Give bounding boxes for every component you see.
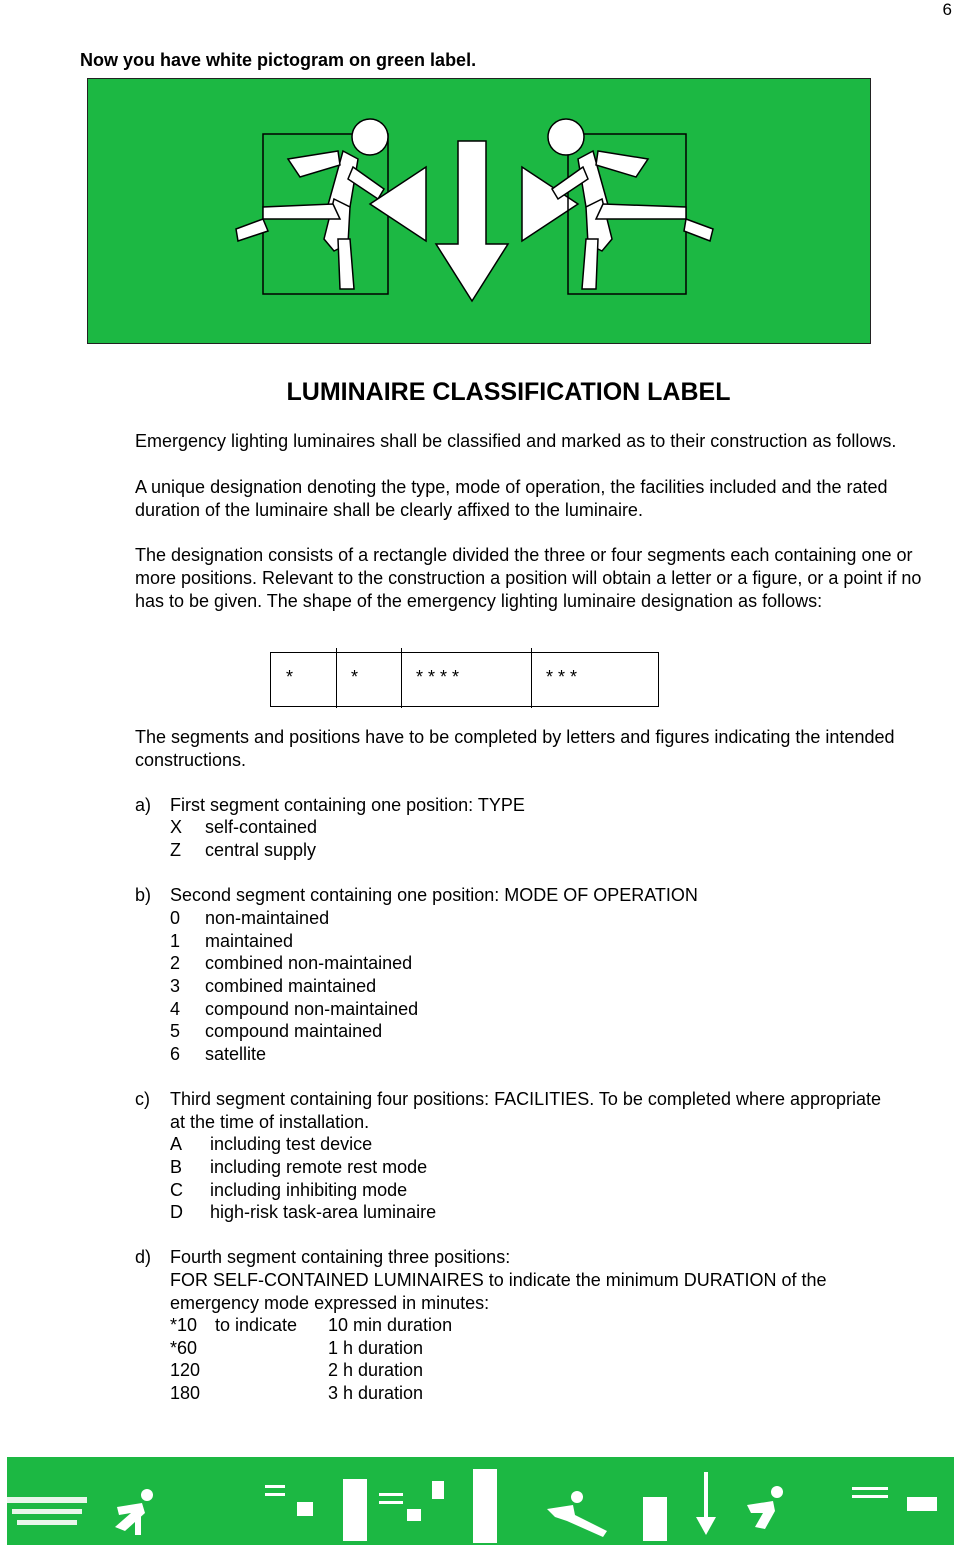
item-text: compound maintained bbox=[205, 1021, 383, 1041]
item-code: 5 bbox=[170, 1021, 181, 1041]
footer-banner bbox=[7, 1457, 954, 1545]
section-subheading-continued: emergency mode expressed in minutes: bbox=[170, 1293, 490, 1313]
exit-sign-label bbox=[87, 78, 871, 344]
item-text: high-risk task-area luminaire bbox=[210, 1202, 437, 1222]
item-text: central supply bbox=[205, 840, 317, 860]
item-code: 3 bbox=[170, 976, 181, 996]
item-text: compound non-maintained bbox=[205, 999, 419, 1019]
item-text: including test device bbox=[210, 1134, 373, 1154]
item-text: 3 h duration bbox=[328, 1383, 424, 1403]
item-text: non-maintained bbox=[205, 908, 330, 928]
item-code: 2 bbox=[170, 953, 181, 973]
item-code: *60 bbox=[170, 1338, 198, 1358]
section-marker: c) bbox=[135, 1089, 150, 1109]
item-code: 4 bbox=[170, 999, 181, 1019]
building-icon bbox=[852, 1487, 937, 1511]
ship-icon bbox=[7, 1497, 87, 1525]
building-icon bbox=[643, 1497, 667, 1541]
item-code: C bbox=[170, 1180, 183, 1200]
paragraph-designation: A unique designation denoting the type, mode of operation, the facilities included and the rated duration of the luminaire shall be clearly affixed to the luminaire. bbox=[135, 477, 888, 520]
paragraph-shape: The designation consists of a rectangle divided the three or four segments each containing one or more positions. Relevant to the construction a position will obtain a letter or a figure, or a point if no has to be given. The shape of the emergency lighting luminaire designation as follows: bbox=[135, 545, 922, 611]
arrow-down-icon bbox=[696, 1472, 716, 1535]
item-code: 180 bbox=[170, 1383, 201, 1403]
running-man-icon bbox=[747, 1486, 783, 1529]
item-text: 10 min duration bbox=[328, 1315, 453, 1335]
building-icon bbox=[265, 1469, 497, 1543]
item-text: including remote rest mode bbox=[210, 1157, 428, 1177]
item-code: 0 bbox=[170, 908, 181, 928]
item-text: maintained bbox=[205, 931, 294, 951]
item-code: 120 bbox=[170, 1360, 201, 1380]
section-heading: Third segment containing four positions: FACILITIES. To be completed where appropriate bbox=[170, 1089, 882, 1109]
section-subheading: FOR SELF-CONTAINED LUMINAIRES to indicate the minimum DURATION of the bbox=[170, 1270, 827, 1290]
paragraph-intro: Emergency lighting luminaires shall be classified and marked as to their construction as follows. bbox=[135, 431, 897, 451]
page-title: LUMINAIRE CLASSIFICATION LABEL bbox=[286, 378, 731, 406]
item-code: 1 bbox=[170, 931, 181, 951]
section-heading: First segment containing one position: TYPE bbox=[170, 795, 525, 815]
section-marker: a) bbox=[135, 795, 152, 815]
intro-heading: Now you have white pictogram on green label. bbox=[80, 50, 477, 70]
item-text: satellite bbox=[205, 1044, 267, 1064]
item-text: 1 h duration bbox=[328, 1338, 424, 1358]
designation-rectangle bbox=[270, 652, 659, 707]
item-code: *10 bbox=[170, 1315, 198, 1335]
item-code: X bbox=[170, 817, 183, 837]
item-text: including inhibiting mode bbox=[210, 1180, 408, 1200]
section-marker: b) bbox=[135, 885, 152, 905]
running-man-icon bbox=[115, 1489, 153, 1535]
paragraph-segments: The segments and positions have to be completed by letters and figures indicating the intended constructions. bbox=[135, 727, 895, 770]
item-note: to indicate bbox=[215, 1315, 298, 1335]
item-text: combined non-maintained bbox=[205, 953, 413, 973]
running-man-icon bbox=[547, 1491, 607, 1537]
section-heading: Second segment containing one position: MODE OF OPERATION bbox=[170, 885, 698, 905]
item-code: B bbox=[170, 1157, 183, 1177]
running-man-icon bbox=[236, 119, 388, 289]
arrow-left-icon bbox=[370, 167, 426, 241]
section-marker: d) bbox=[135, 1247, 152, 1267]
segment-type: * bbox=[286, 667, 294, 687]
item-text: combined maintained bbox=[205, 976, 377, 996]
page-number: 6 bbox=[942, 0, 952, 19]
segment-duration: * * * bbox=[546, 667, 578, 687]
section-heading: Fourth segment containing three positions: bbox=[170, 1247, 511, 1267]
item-code: Z bbox=[170, 840, 181, 860]
item-code: A bbox=[170, 1134, 183, 1154]
segment-mode: * bbox=[351, 667, 359, 687]
item-text: self-contained bbox=[205, 817, 318, 837]
arrow-down-icon bbox=[436, 141, 508, 301]
item-code: 6 bbox=[170, 1044, 181, 1064]
segment-facilities: * * * * bbox=[416, 667, 460, 687]
item-code: D bbox=[170, 1202, 183, 1222]
item-text: 2 h duration bbox=[328, 1360, 424, 1380]
section-heading-continued: at the time of installation. bbox=[170, 1112, 370, 1132]
